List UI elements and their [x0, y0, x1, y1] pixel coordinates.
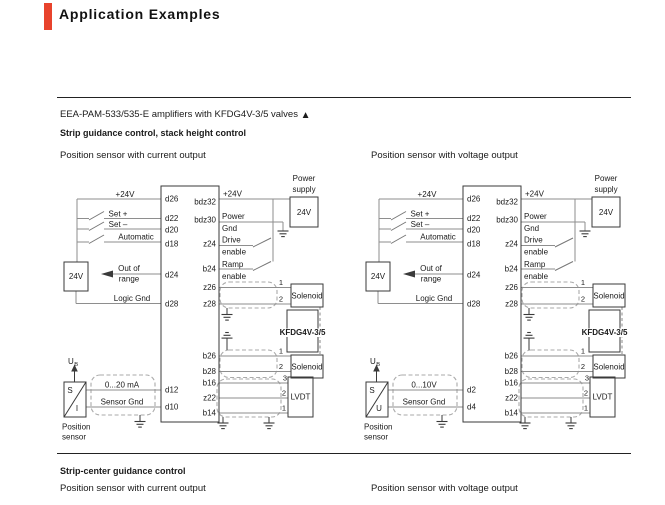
- label-t_b28: b28: [202, 367, 216, 376]
- label-t_sig_term: d12: [165, 385, 179, 395]
- label-lvdt: LVDT: [290, 392, 311, 402]
- caption2-current-output: Position sensor with current output: [60, 483, 206, 494]
- switch-contact: [391, 235, 406, 244]
- ground-symbol: [222, 315, 233, 321]
- out-of-range-arrow-icon: [101, 271, 113, 278]
- horizontal-rule-top: [57, 97, 631, 98]
- label-t_z28: z28: [505, 299, 518, 309]
- label-n2b: 2: [278, 362, 284, 371]
- label-t_d28: d28: [165, 299, 179, 309]
- wiring-diagram-current-output: [57, 168, 333, 446]
- label-solenoid2: Solenoid: [593, 362, 625, 372]
- label-sensor_s: S: [369, 386, 375, 395]
- label-n2a: 2: [278, 294, 284, 304]
- label-sensor_gnd: Sensor Gnd: [100, 397, 144, 407]
- ground-symbol: [218, 423, 229, 429]
- label-sensor_io: U: [376, 404, 382, 413]
- label-t_d24: d24: [467, 270, 481, 280]
- schematic-svg: [359, 168, 635, 446]
- label-out_of: Out of: [118, 264, 140, 273]
- label-logic_gnd: Logic Gnd: [113, 294, 151, 303]
- intro-line: [60, 109, 311, 120]
- label-enable1: enable: [524, 247, 549, 257]
- label-drive: Drive: [524, 235, 543, 245]
- label-t_z22: z22: [505, 393, 518, 403]
- label-n2c: 2: [583, 388, 589, 398]
- label-v24_left: 24V: [370, 272, 386, 281]
- switch-contact: [253, 262, 271, 271]
- label-n1a: 1: [278, 278, 284, 287]
- label-t_z24: z24: [505, 239, 518, 249]
- label-solenoid1: Solenoid: [291, 291, 323, 301]
- switch-contact: [89, 235, 104, 244]
- label-t_bdz30: bdz30: [194, 215, 216, 225]
- label-ub_sub: B: [74, 361, 79, 368]
- label-ub: U: [370, 357, 376, 366]
- label-lvdt: LVDT: [592, 392, 613, 402]
- label-t_b26: b26: [504, 351, 518, 361]
- label-t_gnd_term: d4: [467, 402, 476, 412]
- section2-heading: Strip-center guidance control: [60, 466, 186, 476]
- label-t_d26: d26: [165, 194, 179, 204]
- label-t_b28: b28: [504, 367, 518, 376]
- ground-symbol: [524, 315, 535, 321]
- out-of-range-arrow-icon: [403, 271, 415, 278]
- label-v24_psu: 24V: [598, 208, 614, 217]
- label-ramp: Ramp: [524, 260, 546, 269]
- ground-symbol: [264, 423, 275, 429]
- label-t_z26: z26: [505, 283, 518, 292]
- label-power_t: Power: [594, 174, 618, 183]
- label-supply_t: supply: [594, 185, 618, 194]
- ground-symbol: [437, 422, 448, 428]
- label-t_bdz32: bdz32: [496, 197, 518, 207]
- label-t_z24: z24: [203, 239, 216, 249]
- label-range: range: [420, 274, 442, 284]
- ground-symbol: [278, 231, 289, 237]
- ground-symbol: [524, 333, 535, 339]
- label-sensor_w: sensor: [364, 432, 389, 442]
- label-gnd_r: Gnd: [222, 224, 238, 233]
- label-t_z28: z28: [203, 299, 216, 309]
- label-gnd_r: Gnd: [524, 224, 540, 233]
- switch-contact: [555, 262, 573, 271]
- horizontal-rule-bottom: [57, 453, 631, 454]
- label-n3c: 3: [282, 373, 288, 383]
- label-solenoid2: Solenoid: [291, 362, 323, 372]
- label-plus24v_r: +24V: [525, 189, 544, 199]
- caption-voltage-output: Position sensor with voltage output: [371, 150, 518, 161]
- triangle-marker-icon: ▲: [300, 109, 311, 121]
- ground-symbol: [222, 333, 233, 339]
- label-ub: U: [68, 357, 74, 366]
- label-range: range: [118, 274, 140, 284]
- accent-bar: [44, 3, 52, 30]
- label-valve: KFDG4V-3/5: [581, 328, 628, 337]
- label-t_b16: b16: [504, 378, 518, 388]
- switch-contact: [391, 212, 406, 221]
- switch-contact: [89, 222, 104, 231]
- label-set_minus: Set –: [410, 220, 430, 229]
- page-title: Application Examples: [59, 6, 221, 22]
- label-sensor_gnd: Sensor Gnd: [402, 397, 446, 407]
- ground-symbol: [520, 423, 531, 429]
- wiring-diagram-voltage-output: [359, 168, 635, 446]
- label-n1c: 1: [281, 403, 287, 413]
- label-set_plus: Set +: [108, 209, 128, 219]
- label-t_d18: d18: [467, 239, 481, 249]
- label-t_d18: d18: [165, 239, 179, 249]
- label-automatic: Automatic: [118, 232, 154, 242]
- label-power_r: Power: [222, 212, 245, 221]
- label-n3c: 3: [584, 373, 590, 383]
- ground-symbol: [135, 422, 146, 428]
- label-signal: 0...20 mA: [104, 380, 140, 390]
- label-t_bdz30: bdz30: [496, 215, 518, 225]
- labels: [364, 174, 628, 442]
- shield-outline: [220, 350, 277, 378]
- caption2-voltage-output: Position sensor with voltage output: [371, 483, 518, 494]
- label-t_gnd_term: d10: [165, 402, 179, 412]
- label-enable2: enable: [222, 272, 247, 281]
- label-n1c: 1: [583, 403, 589, 413]
- ground-symbol: [566, 423, 577, 429]
- label-t_d22: d22: [467, 214, 481, 223]
- label-signal: 0...10V: [411, 380, 437, 390]
- switch-contact: [555, 238, 573, 247]
- label-set_plus: Set +: [410, 209, 430, 219]
- label-power_r: Power: [524, 212, 547, 221]
- label-supply_t: supply: [292, 185, 316, 194]
- label-position: Position: [364, 422, 393, 432]
- label-enable2: enable: [524, 272, 549, 281]
- label-n2c: 2: [281, 388, 287, 398]
- label-n1b: 1: [278, 346, 284, 356]
- label-drive: Drive: [222, 235, 241, 245]
- label-logic_gnd: Logic Gnd: [415, 294, 453, 303]
- label-set_minus: Set –: [108, 220, 128, 229]
- label-plus24v_r: +24V: [223, 189, 242, 199]
- label-valve: KFDG4V-3/5: [279, 328, 326, 337]
- switch-contact: [89, 212, 104, 221]
- shield-outline: [522, 350, 579, 378]
- section1-heading: Strip guidance control, stack height control: [60, 128, 247, 138]
- label-t_d24: d24: [165, 270, 179, 280]
- intro-text: EEA-PAM-533/535-E amplifiers with KFDG4V-3/5 valves: [60, 109, 301, 120]
- label-t_d22: d22: [165, 214, 179, 223]
- label-t_b14: b14: [202, 408, 216, 418]
- schematic-svg: [57, 168, 333, 446]
- label-solenoid1: Solenoid: [593, 291, 625, 301]
- label-t_z26: z26: [203, 283, 216, 292]
- switch-contact: [253, 238, 271, 247]
- label-enable1: enable: [222, 247, 247, 257]
- label-plus24v_l: +24V: [115, 190, 135, 199]
- switch-contact: [391, 222, 406, 231]
- label-plus24v_l: +24V: [417, 190, 437, 199]
- label-v24_left: 24V: [68, 272, 84, 281]
- label-t_sig_term: d2: [467, 385, 476, 395]
- label-n1b: 1: [580, 346, 586, 356]
- label-t_b14: b14: [504, 408, 518, 418]
- label-out_of: Out of: [420, 264, 442, 273]
- label-sensor_s: S: [67, 386, 73, 395]
- label-n2b: 2: [580, 362, 586, 371]
- label-n2a: 2: [580, 294, 586, 304]
- label-position: Position: [62, 422, 91, 432]
- label-t_b16: b16: [202, 378, 216, 388]
- label-t_b26: b26: [202, 351, 216, 361]
- wires: [378, 199, 593, 413]
- label-t_b24: b24: [202, 264, 216, 274]
- label-n1a: 1: [580, 278, 586, 287]
- label-sensor_io: I: [75, 404, 79, 413]
- caption-current-output: Position sensor with current output: [60, 150, 206, 161]
- label-automatic: Automatic: [420, 232, 456, 242]
- label-t_b24: b24: [504, 264, 518, 274]
- label-t_d20: d20: [165, 225, 179, 235]
- label-power_t: Power: [292, 174, 316, 183]
- label-ub_sub: B: [376, 361, 381, 368]
- label-sensor_w: sensor: [62, 432, 87, 442]
- label-t_bdz32: bdz32: [194, 197, 216, 207]
- ground-symbol: [580, 231, 591, 237]
- label-t_d26: d26: [467, 194, 481, 204]
- label-t_z22: z22: [203, 393, 216, 403]
- label-t_d28: d28: [467, 299, 481, 309]
- label-ramp: Ramp: [222, 260, 244, 269]
- labels: [62, 174, 326, 442]
- label-t_d20: d20: [467, 225, 481, 235]
- label-v24_psu: 24V: [296, 208, 312, 217]
